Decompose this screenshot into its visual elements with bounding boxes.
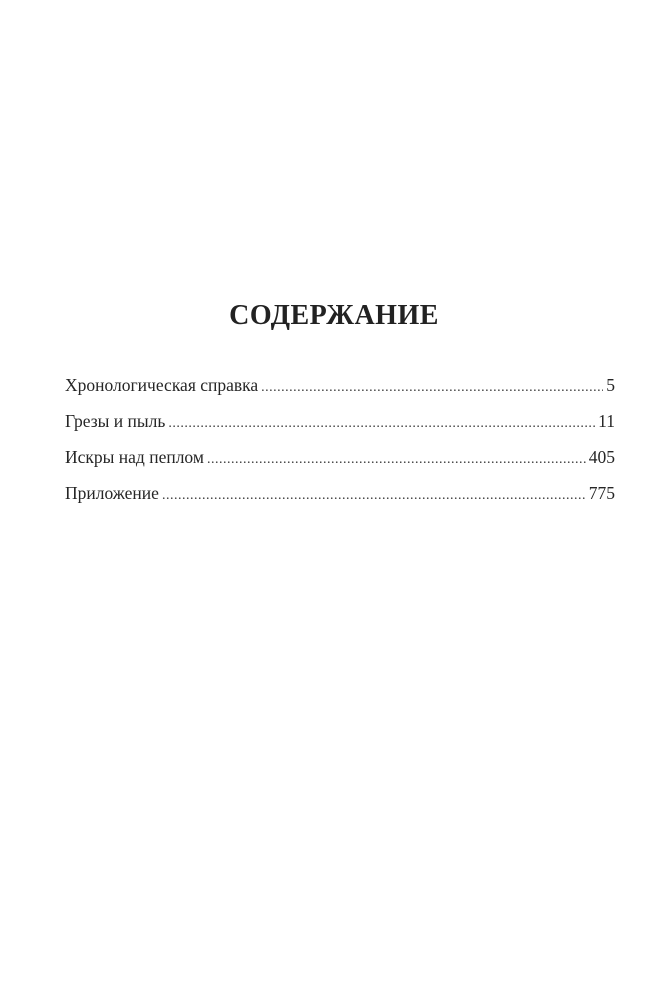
toc-entry (65, 445, 615, 481)
page-title: СОДЕРЖАНИЕ (229, 300, 439, 331)
toc-page-number: 11 (598, 411, 615, 431)
toc-entry (65, 373, 615, 409)
toc-entry-title: Искры над пеплом (65, 447, 204, 467)
dot-leader (261, 376, 603, 400)
dot-leader (207, 448, 586, 472)
table-of-contents (65, 373, 615, 517)
dot-leader (162, 484, 586, 508)
toc-entry-title: Хронологическая справка (65, 375, 259, 395)
toc-page-number: 5 (606, 375, 615, 395)
toc-entry-title: Грезы и пыль (65, 411, 166, 431)
toc-entry-title: Приложение (65, 483, 159, 503)
toc-page-number: 775 (588, 483, 615, 503)
dot-leader (168, 412, 595, 436)
toc-entry (65, 481, 615, 517)
toc-entry (65, 409, 615, 445)
toc-page-number: 405 (588, 447, 615, 467)
